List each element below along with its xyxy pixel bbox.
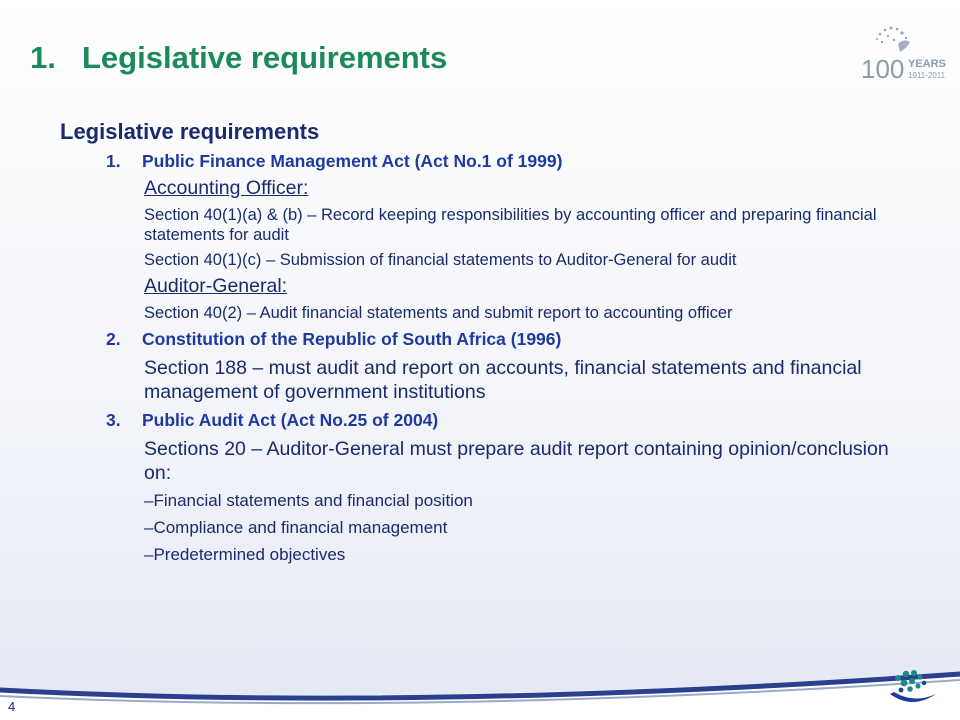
slide-content <box>60 119 910 572</box>
footer-swoosh <box>0 660 960 720</box>
accounting-officer-label: Accounting Officer: <box>144 177 309 199</box>
logo-100-text: 100 <box>861 54 905 84</box>
dash-item: –Financial statements and financial position <box>144 491 473 510</box>
section-1-heading <box>106 151 910 172</box>
section-3-number: 3. <box>106 410 121 430</box>
section-1-item: Section 40(2) – Audit financial statements and submit report to accounting officer <box>144 304 733 322</box>
centenary-logo <box>858 20 950 90</box>
content-subtitle: Legislative requirements <box>60 119 320 144</box>
slide-title-text: Legislative requirements <box>82 40 448 75</box>
section-1-number: 1. <box>106 151 121 171</box>
section-1-item: Section 40(1)(a) & (b) – Record keeping responsibilities by accounting officer and preparing financial statements for audit <box>144 206 877 244</box>
auditor-general-logo <box>884 664 940 708</box>
section-2-heading <box>106 329 910 350</box>
dash-item: –Predetermined objectives <box>144 545 346 564</box>
slide-title <box>30 40 447 76</box>
page-number: 4 <box>8 699 16 714</box>
section-2-title: Constitution of the Republic of South Africa (1996) <box>142 329 562 349</box>
section-3-text: Sections 20 – Auditor-General must prepare audit report containing opinion/conclusion on: <box>144 438 889 484</box>
dash-item: –Compliance and financial management <box>144 518 448 537</box>
section-3-title: Public Audit Act (Act No.25 of 2004) <box>142 410 439 430</box>
slide-title-number: 1. <box>30 40 56 75</box>
logo-years-text: YEARS <box>908 58 946 70</box>
section-2-text: Section 188 – must audit and report on accounts, financial statements and financial management of government institutions <box>144 357 862 403</box>
section-2-number: 2. <box>106 329 121 349</box>
section-3-heading <box>106 410 910 431</box>
section-1-item: Section 40(1)(c) – Submission of financial statements to Auditor-General for audit <box>144 251 737 269</box>
section-1-title: Public Finance Management Act (Act No.1 of 1999) <box>142 151 563 171</box>
logo-range-text: 1911-2011 <box>908 71 946 80</box>
auditor-general-label: Auditor-General: <box>144 275 288 297</box>
